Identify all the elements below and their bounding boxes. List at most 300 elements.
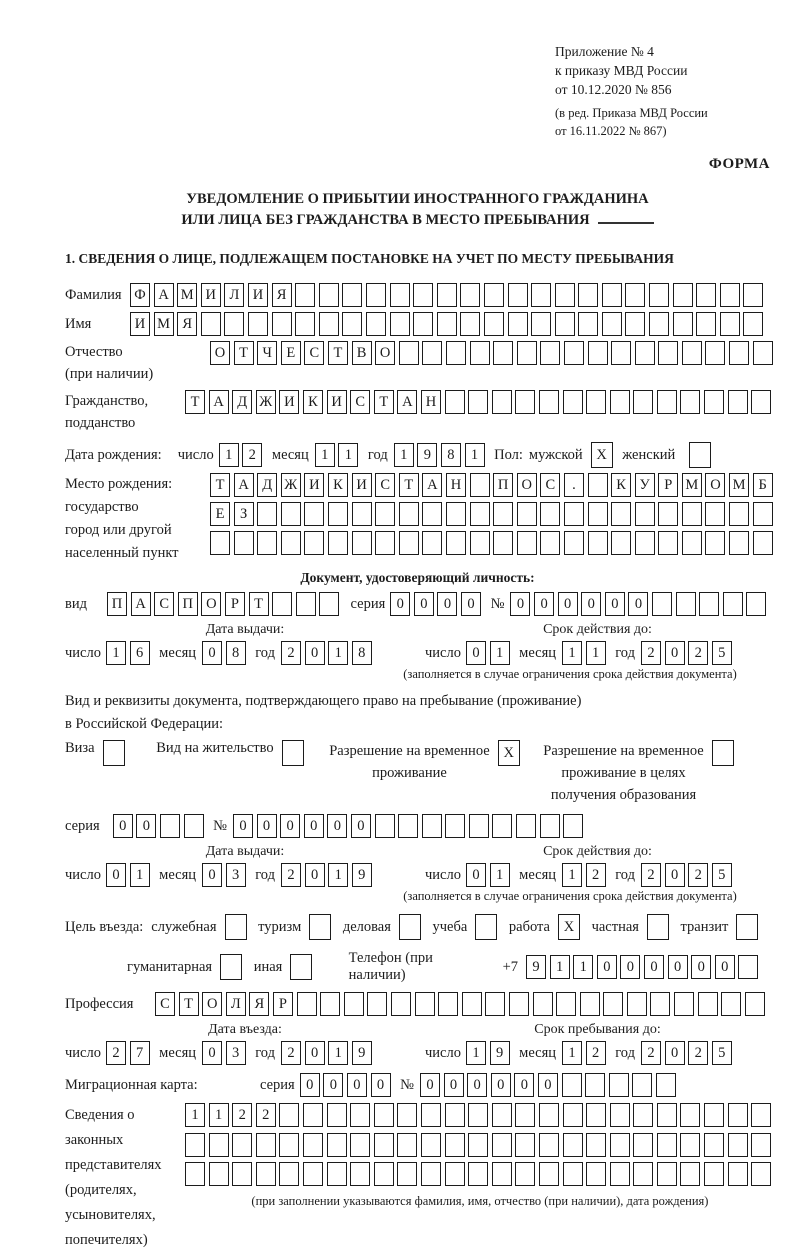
char-box[interactable]: Р: [273, 992, 293, 1016]
char-box[interactable]: И: [352, 473, 372, 497]
char-box[interactable]: [296, 592, 316, 616]
char-box[interactable]: [517, 531, 537, 555]
char-box[interactable]: Ж: [281, 473, 301, 497]
char-box[interactable]: С: [155, 992, 175, 1016]
char-box[interactable]: [342, 312, 362, 336]
char-box[interactable]: [563, 1133, 583, 1157]
char-box[interactable]: 0: [665, 641, 685, 665]
char-box[interactable]: [555, 283, 575, 307]
char-box[interactable]: [328, 502, 348, 526]
char-box[interactable]: [248, 312, 268, 336]
char-box[interactable]: [704, 1133, 724, 1157]
char-box[interactable]: 0: [665, 1041, 685, 1065]
char-box[interactable]: 0: [461, 592, 481, 616]
char-box[interactable]: [272, 592, 292, 616]
char-box[interactable]: [705, 341, 725, 365]
char-box[interactable]: 8: [441, 443, 461, 467]
char-box[interactable]: 2: [232, 1103, 252, 1127]
char-box[interactable]: [517, 502, 537, 526]
char-box[interactable]: [437, 312, 457, 336]
purpose-other-checkbox-box[interactable]: [290, 954, 312, 980]
char-box[interactable]: [753, 341, 773, 365]
char-box[interactable]: Я: [272, 283, 292, 307]
char-box[interactable]: [304, 502, 324, 526]
char-box[interactable]: [209, 1133, 229, 1157]
char-box[interactable]: 2: [242, 443, 262, 467]
char-box[interactable]: [209, 1162, 229, 1186]
char-box[interactable]: [468, 1133, 488, 1157]
char-box[interactable]: Р: [225, 592, 245, 616]
char-box[interactable]: [367, 992, 387, 1016]
char-box[interactable]: [413, 283, 433, 307]
char-box[interactable]: 0: [466, 863, 486, 887]
char-box[interactable]: [399, 531, 419, 555]
char-box[interactable]: [729, 341, 749, 365]
char-box[interactable]: 1: [466, 1041, 486, 1065]
purpose-transit-checkbox-box[interactable]: [736, 914, 758, 940]
char-box[interactable]: [704, 1103, 724, 1127]
char-box[interactable]: [625, 283, 645, 307]
char-box[interactable]: 5: [712, 641, 732, 665]
char-box[interactable]: [650, 992, 670, 1016]
char-box[interactable]: П: [107, 592, 127, 616]
char-box[interactable]: 1: [185, 1103, 205, 1127]
char-box[interactable]: [375, 814, 395, 838]
char-box[interactable]: [696, 312, 716, 336]
char-box[interactable]: 2: [281, 863, 301, 887]
char-box[interactable]: 0: [491, 1073, 511, 1097]
char-box[interactable]: [540, 814, 560, 838]
char-box[interactable]: О: [517, 473, 537, 497]
char-box[interactable]: [682, 531, 702, 555]
char-box[interactable]: М: [177, 283, 197, 307]
char-box[interactable]: [580, 992, 600, 1016]
char-box[interactable]: [720, 312, 740, 336]
char-box[interactable]: 0: [351, 814, 371, 838]
char-box[interactable]: [492, 1103, 512, 1127]
char-box[interactable]: [398, 814, 418, 838]
char-box[interactable]: М: [729, 473, 749, 497]
char-box[interactable]: А: [422, 473, 442, 497]
char-box[interactable]: 0: [437, 592, 457, 616]
char-box[interactable]: У: [635, 473, 655, 497]
char-box[interactable]: [680, 1162, 700, 1186]
char-box[interactable]: 0: [510, 592, 530, 616]
char-box[interactable]: 0: [305, 863, 325, 887]
char-box[interactable]: [397, 1162, 417, 1186]
char-box[interactable]: 1: [586, 641, 606, 665]
char-box[interactable]: [272, 312, 292, 336]
char-box[interactable]: М: [154, 312, 174, 336]
char-box[interactable]: [422, 341, 442, 365]
char-box[interactable]: 0: [444, 1073, 464, 1097]
residence-permit-checkbox-box[interactable]: [282, 740, 304, 766]
char-box[interactable]: [350, 1162, 370, 1186]
char-box[interactable]: 0: [534, 592, 554, 616]
char-box[interactable]: [201, 312, 221, 336]
char-box[interactable]: 0: [257, 814, 277, 838]
char-box[interactable]: [635, 502, 655, 526]
char-box[interactable]: [676, 592, 696, 616]
char-box[interactable]: [673, 312, 693, 336]
char-box[interactable]: 0: [305, 1041, 325, 1065]
char-box[interactable]: [493, 502, 513, 526]
char-box[interactable]: В: [352, 341, 372, 365]
char-box[interactable]: И: [327, 390, 347, 414]
char-box[interactable]: [564, 341, 584, 365]
char-box[interactable]: [563, 1162, 583, 1186]
char-box[interactable]: 1: [562, 1041, 582, 1065]
visa-checkbox-box[interactable]: [103, 740, 125, 766]
char-box[interactable]: Н: [446, 473, 466, 497]
char-box[interactable]: [696, 283, 716, 307]
char-box[interactable]: [657, 1133, 677, 1157]
char-box[interactable]: [539, 390, 559, 414]
char-box[interactable]: [210, 531, 230, 555]
char-box[interactable]: [588, 341, 608, 365]
char-box[interactable]: [540, 341, 560, 365]
char-box[interactable]: [682, 341, 702, 365]
char-box[interactable]: [515, 1103, 535, 1127]
char-box[interactable]: 0: [390, 592, 410, 616]
char-box[interactable]: [350, 1133, 370, 1157]
char-box[interactable]: П: [493, 473, 513, 497]
char-box[interactable]: [611, 531, 631, 555]
char-box[interactable]: И: [304, 473, 324, 497]
char-box[interactable]: [657, 1103, 677, 1127]
char-box[interactable]: [493, 531, 513, 555]
char-box[interactable]: [625, 312, 645, 336]
char-box[interactable]: [446, 341, 466, 365]
char-box[interactable]: [438, 992, 458, 1016]
char-box[interactable]: О: [202, 992, 222, 1016]
char-box[interactable]: [468, 390, 488, 414]
char-box[interactable]: 0: [597, 955, 617, 979]
char-box[interactable]: [185, 1162, 205, 1186]
char-box[interactable]: 2: [586, 1041, 606, 1065]
char-box[interactable]: [319, 592, 339, 616]
char-box[interactable]: 0: [466, 641, 486, 665]
char-box[interactable]: [470, 341, 490, 365]
char-box[interactable]: [564, 502, 584, 526]
purpose-study-checkbox-box[interactable]: [475, 914, 497, 940]
char-box[interactable]: П: [178, 592, 198, 616]
char-box[interactable]: [509, 992, 529, 1016]
char-box[interactable]: Л: [226, 992, 246, 1016]
char-box[interactable]: [751, 1162, 771, 1186]
char-box[interactable]: [303, 1133, 323, 1157]
char-box[interactable]: [366, 283, 386, 307]
char-box[interactable]: 1: [562, 641, 582, 665]
char-box[interactable]: [485, 992, 505, 1016]
char-box[interactable]: Н: [421, 390, 441, 414]
char-box[interactable]: [539, 1103, 559, 1127]
char-box[interactable]: [391, 992, 411, 1016]
purpose-tourism-checkbox-box[interactable]: [309, 914, 331, 940]
char-box[interactable]: 0: [514, 1073, 534, 1097]
char-box[interactable]: [160, 814, 180, 838]
char-box[interactable]: [303, 1162, 323, 1186]
char-box[interactable]: 1: [465, 443, 485, 467]
char-box[interactable]: [610, 1133, 630, 1157]
char-box[interactable]: [185, 1133, 205, 1157]
char-box[interactable]: [366, 312, 386, 336]
char-box[interactable]: [493, 341, 513, 365]
char-box[interactable]: [635, 341, 655, 365]
char-box[interactable]: Ч: [257, 341, 277, 365]
char-box[interactable]: 8: [226, 641, 246, 665]
char-box[interactable]: [445, 390, 465, 414]
char-box[interactable]: [281, 502, 301, 526]
char-box[interactable]: Т: [249, 592, 269, 616]
char-box[interactable]: 8: [352, 641, 372, 665]
char-box[interactable]: [588, 531, 608, 555]
char-box[interactable]: [295, 283, 315, 307]
char-box[interactable]: Б: [753, 473, 773, 497]
char-box[interactable]: А: [131, 592, 151, 616]
char-box[interactable]: 0: [668, 955, 688, 979]
char-box[interactable]: [563, 814, 583, 838]
char-box[interactable]: [422, 531, 442, 555]
char-box[interactable]: 2: [281, 1041, 301, 1065]
char-box[interactable]: 0: [628, 592, 648, 616]
char-box[interactable]: [492, 1133, 512, 1157]
char-box[interactable]: [399, 341, 419, 365]
char-box[interactable]: [470, 531, 490, 555]
char-box[interactable]: К: [303, 390, 323, 414]
char-box[interactable]: [704, 390, 724, 414]
char-box[interactable]: 1: [490, 863, 510, 887]
char-box[interactable]: [492, 814, 512, 838]
char-box[interactable]: [578, 312, 598, 336]
char-box[interactable]: К: [611, 473, 631, 497]
char-box[interactable]: [743, 312, 763, 336]
char-box[interactable]: [723, 592, 743, 616]
char-box[interactable]: [531, 312, 551, 336]
char-box[interactable]: [751, 1133, 771, 1157]
char-box[interactable]: [586, 1103, 606, 1127]
char-box[interactable]: [652, 592, 672, 616]
char-box[interactable]: [627, 992, 647, 1016]
char-box[interactable]: 0: [113, 814, 133, 838]
char-box[interactable]: 7: [130, 1041, 150, 1065]
char-box[interactable]: [352, 502, 372, 526]
char-box[interactable]: 2: [688, 1041, 708, 1065]
char-box[interactable]: [327, 1133, 347, 1157]
char-box[interactable]: [515, 1162, 535, 1186]
char-box[interactable]: [720, 283, 740, 307]
char-box[interactable]: 0: [691, 955, 711, 979]
char-box[interactable]: Д: [232, 390, 252, 414]
char-box[interactable]: 1: [315, 443, 335, 467]
char-box[interactable]: С: [304, 341, 324, 365]
char-box[interactable]: 1: [130, 863, 150, 887]
char-box[interactable]: [588, 473, 608, 497]
char-box[interactable]: 9: [352, 863, 372, 887]
char-box[interactable]: 0: [305, 641, 325, 665]
char-box[interactable]: [657, 1162, 677, 1186]
char-box[interactable]: [657, 390, 677, 414]
char-box[interactable]: [609, 1073, 629, 1097]
char-box[interactable]: [184, 814, 204, 838]
char-box[interactable]: [352, 531, 372, 555]
char-box[interactable]: [602, 283, 622, 307]
char-box[interactable]: [586, 1133, 606, 1157]
char-box[interactable]: Т: [234, 341, 254, 365]
char-box[interactable]: [745, 992, 765, 1016]
char-box[interactable]: [728, 1103, 748, 1127]
char-box[interactable]: [327, 1103, 347, 1127]
char-box[interactable]: [586, 1162, 606, 1186]
char-box[interactable]: [633, 1162, 653, 1186]
char-box[interactable]: 1: [328, 863, 348, 887]
char-box[interactable]: [585, 1073, 605, 1097]
char-box[interactable]: 0: [538, 1073, 558, 1097]
char-box[interactable]: [611, 341, 631, 365]
char-box[interactable]: [445, 814, 465, 838]
char-box[interactable]: 2: [281, 641, 301, 665]
char-box[interactable]: 1: [573, 955, 593, 979]
char-box[interactable]: [633, 1133, 653, 1157]
char-box[interactable]: [699, 592, 719, 616]
char-box[interactable]: [437, 283, 457, 307]
char-box[interactable]: 3: [226, 863, 246, 887]
char-box[interactable]: [508, 312, 528, 336]
char-box[interactable]: [680, 1133, 700, 1157]
char-box[interactable]: А: [209, 390, 229, 414]
char-box[interactable]: [374, 1133, 394, 1157]
char-box[interactable]: 0: [581, 592, 601, 616]
char-box[interactable]: А: [234, 473, 254, 497]
char-box[interactable]: И: [279, 390, 299, 414]
char-box[interactable]: И: [248, 283, 268, 307]
edu-permit-checkbox-box[interactable]: [712, 740, 734, 766]
char-box[interactable]: [295, 312, 315, 336]
char-box[interactable]: Л: [224, 283, 244, 307]
char-box[interactable]: [705, 502, 725, 526]
char-box[interactable]: [492, 390, 512, 414]
char-box[interactable]: 0: [371, 1073, 391, 1097]
char-box[interactable]: [421, 1103, 441, 1127]
char-box[interactable]: 0: [644, 955, 664, 979]
char-box[interactable]: 2: [688, 641, 708, 665]
char-box[interactable]: [556, 992, 576, 1016]
char-box[interactable]: Т: [399, 473, 419, 497]
char-box[interactable]: 6: [130, 641, 150, 665]
char-box[interactable]: М: [682, 473, 702, 497]
purpose-official-checkbox-box[interactable]: [225, 914, 247, 940]
char-box[interactable]: [586, 390, 606, 414]
char-box[interactable]: [375, 531, 395, 555]
char-box[interactable]: 2: [256, 1103, 276, 1127]
char-box[interactable]: 0: [605, 592, 625, 616]
char-box[interactable]: [751, 1103, 771, 1127]
char-box[interactable]: [445, 1103, 465, 1127]
char-box[interactable]: [256, 1133, 276, 1157]
char-box[interactable]: [610, 1103, 630, 1127]
char-box[interactable]: [603, 992, 623, 1016]
char-box[interactable]: Т: [210, 473, 230, 497]
char-box[interactable]: [680, 390, 700, 414]
char-box[interactable]: Д: [257, 473, 277, 497]
char-box[interactable]: [232, 1162, 252, 1186]
char-box[interactable]: [516, 814, 536, 838]
char-box[interactable]: [746, 592, 766, 616]
char-box[interactable]: [279, 1103, 299, 1127]
char-box[interactable]: .: [564, 473, 584, 497]
char-box[interactable]: О: [375, 341, 395, 365]
char-box[interactable]: [533, 992, 553, 1016]
char-box[interactable]: [729, 502, 749, 526]
char-box[interactable]: 1: [550, 955, 570, 979]
char-box[interactable]: А: [397, 390, 417, 414]
char-box[interactable]: [564, 531, 584, 555]
char-box[interactable]: [445, 1162, 465, 1186]
char-box[interactable]: С: [154, 592, 174, 616]
char-box[interactable]: [279, 1133, 299, 1157]
char-box[interactable]: [297, 992, 317, 1016]
char-box[interactable]: Т: [179, 992, 199, 1016]
char-box[interactable]: 2: [586, 863, 606, 887]
char-box[interactable]: [350, 1103, 370, 1127]
char-box[interactable]: [753, 531, 773, 555]
char-box[interactable]: 0: [420, 1073, 440, 1097]
char-box[interactable]: [470, 473, 490, 497]
char-box[interactable]: [257, 502, 277, 526]
char-box[interactable]: [279, 1162, 299, 1186]
char-box[interactable]: 0: [467, 1073, 487, 1097]
char-box[interactable]: [540, 502, 560, 526]
char-box[interactable]: Е: [281, 341, 301, 365]
char-box[interactable]: [328, 531, 348, 555]
char-box[interactable]: [728, 1133, 748, 1157]
char-box[interactable]: [562, 1073, 582, 1097]
char-box[interactable]: [531, 283, 551, 307]
char-box[interactable]: [484, 283, 504, 307]
char-box[interactable]: 0: [558, 592, 578, 616]
char-box[interactable]: [446, 502, 466, 526]
char-box[interactable]: Я: [249, 992, 269, 1016]
char-box[interactable]: [610, 390, 630, 414]
char-box[interactable]: О: [705, 473, 725, 497]
char-box[interactable]: 0: [106, 863, 126, 887]
char-box[interactable]: [753, 502, 773, 526]
char-box[interactable]: 9: [417, 443, 437, 467]
char-box[interactable]: [658, 502, 678, 526]
char-box[interactable]: [563, 1103, 583, 1127]
char-box[interactable]: [555, 312, 575, 336]
char-box[interactable]: [484, 312, 504, 336]
char-box[interactable]: [421, 1162, 441, 1186]
char-box[interactable]: 0: [136, 814, 156, 838]
char-box[interactable]: [539, 1162, 559, 1186]
char-box[interactable]: 1: [328, 641, 348, 665]
char-box[interactable]: [413, 312, 433, 336]
purpose-humanitarian-checkbox-box[interactable]: [220, 954, 242, 980]
char-box[interactable]: [446, 531, 466, 555]
char-box[interactable]: [397, 1103, 417, 1127]
char-box[interactable]: [563, 390, 583, 414]
char-box[interactable]: 0: [202, 863, 222, 887]
char-box[interactable]: И: [201, 283, 221, 307]
char-box[interactable]: 9: [352, 1041, 372, 1065]
char-box[interactable]: [704, 1162, 724, 1186]
char-box[interactable]: 1: [394, 443, 414, 467]
char-box[interactable]: [517, 341, 537, 365]
char-box[interactable]: [658, 341, 678, 365]
char-box[interactable]: Т: [185, 390, 205, 414]
char-box[interactable]: 2: [641, 641, 661, 665]
